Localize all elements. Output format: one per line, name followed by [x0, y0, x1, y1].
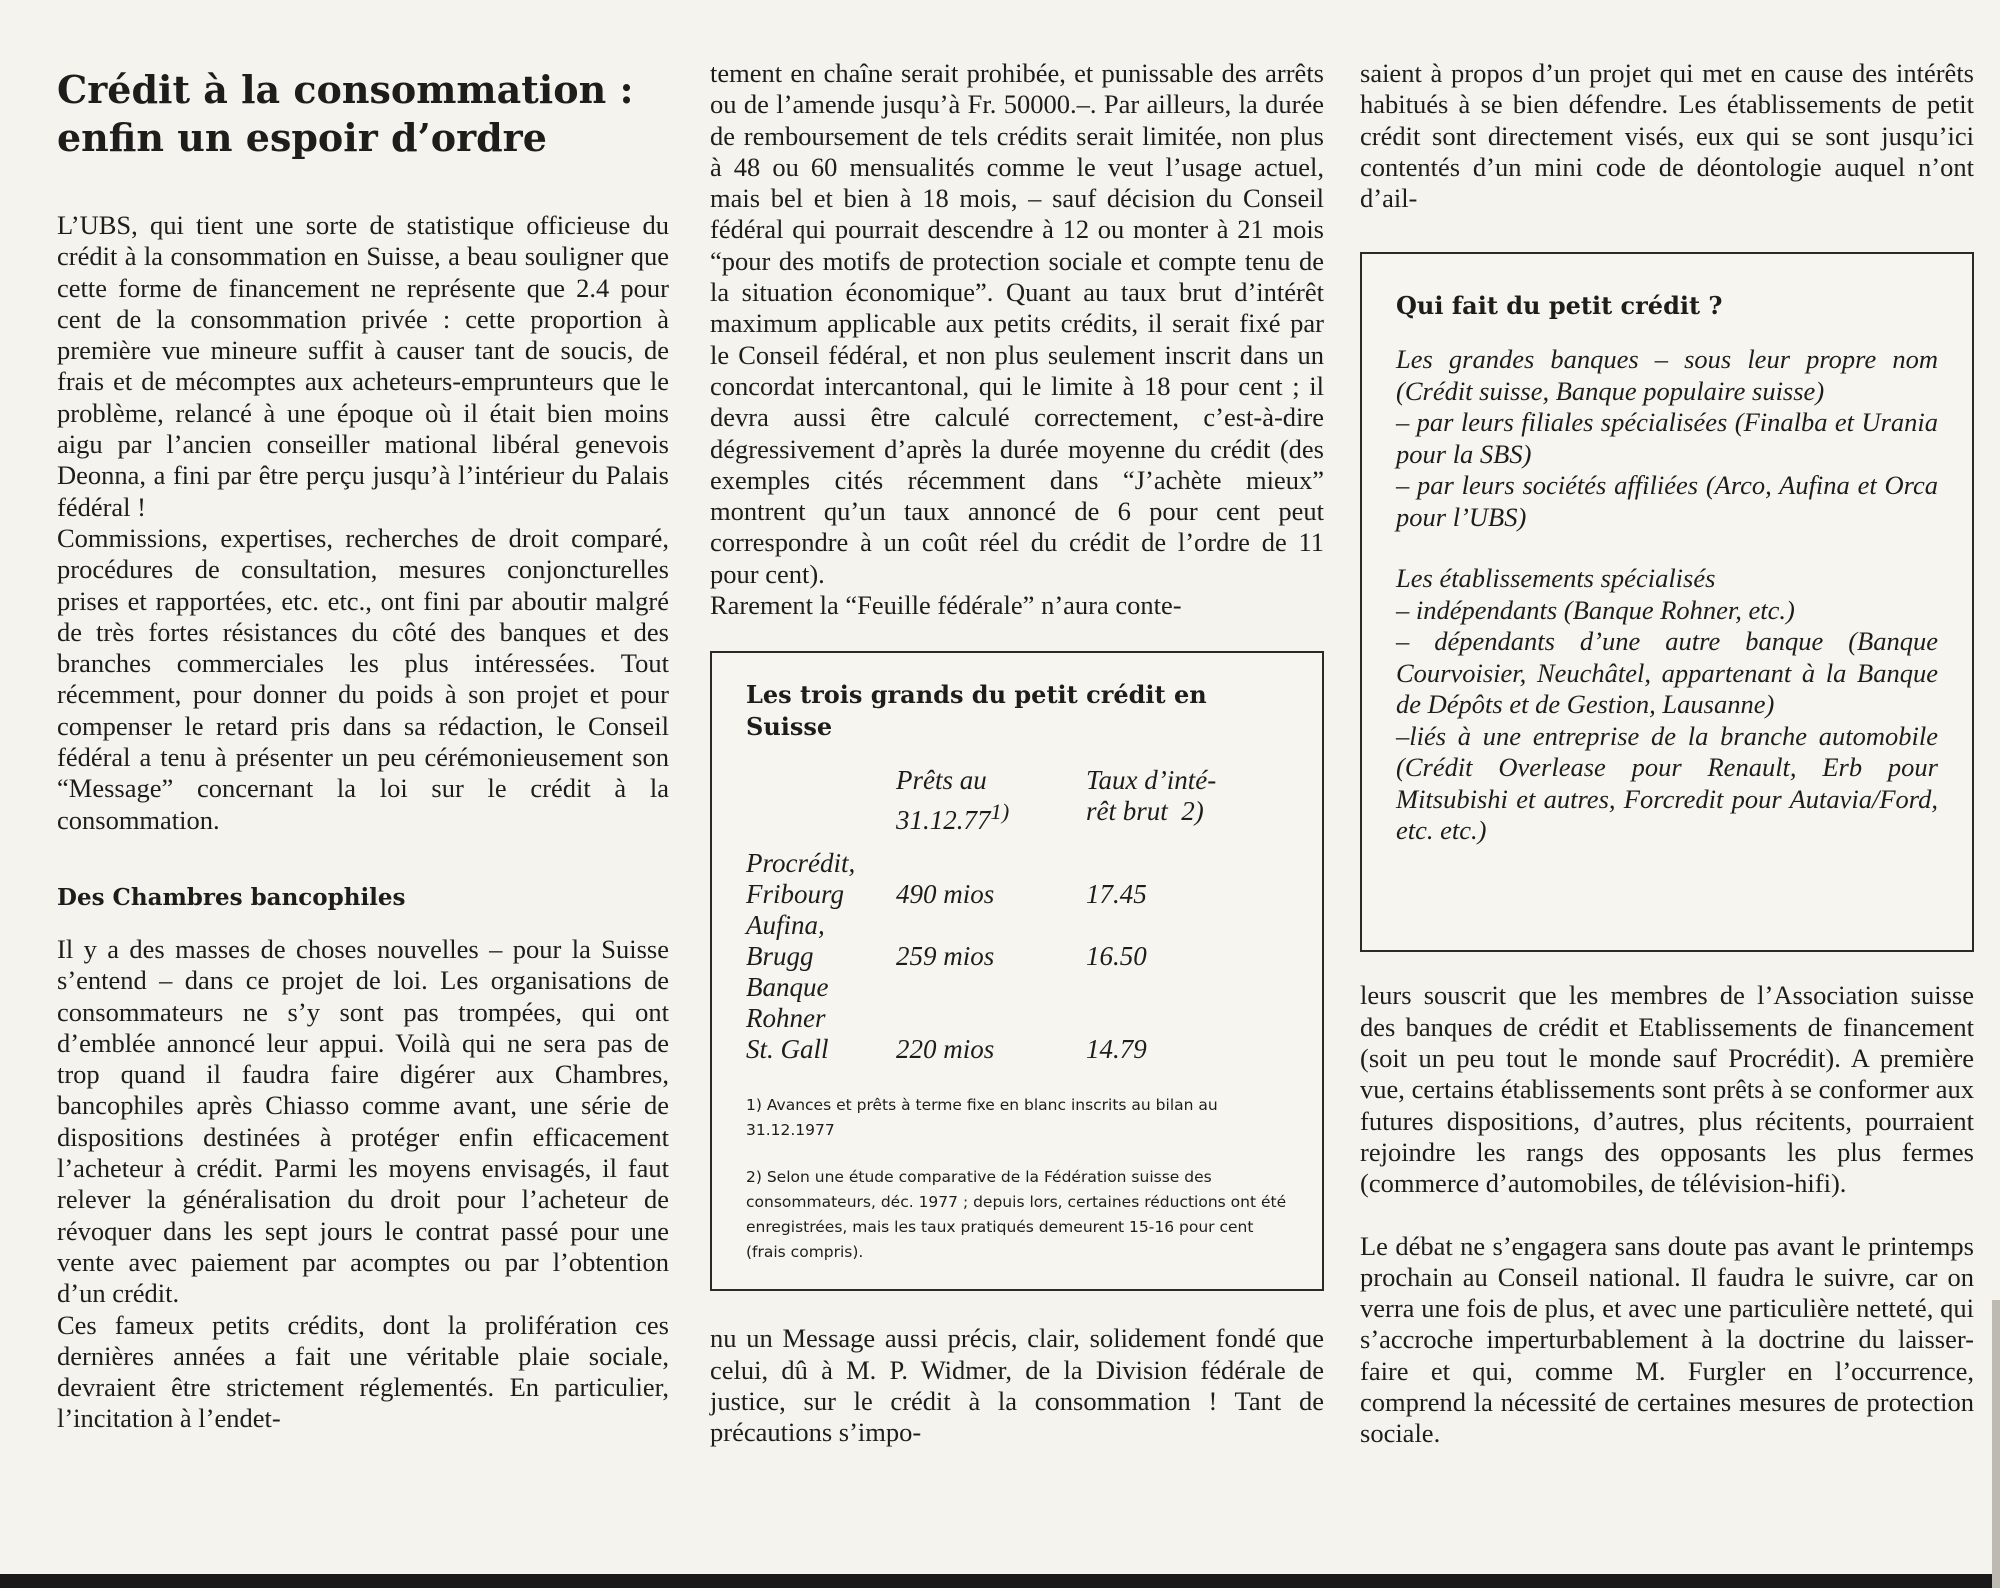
table-header-loans: [896, 765, 1086, 848]
lender-name: Banque Rohner St. Gall: [746, 972, 829, 1065]
lenders-table: [746, 765, 1246, 1065]
info-box: [1360, 252, 1974, 952]
lender-name: Procrédit, Fribourg: [746, 848, 856, 910]
paragraph: Le débat ne s’engagera sans doute pas avant le printemps prochain au Conseil national. Il faudra le suivre, car on verra une fois de plus, et avec une particulière netteté, qui s’accroche imperturbablement à la doctrine du laisser-faire et qui, comme M. Furgler en l’occurrence, comprend la nécessité de certaines mesures de protection sociale.: [1360, 1230, 1974, 1449]
article-title: [57, 66, 669, 162]
loan-amount: 220 mios: [896, 1034, 995, 1065]
info-line: – dépendants d’une autre banque (Banque Courvoisier, Neuchâtel, appartenant à la Banque de Dépôts et de Gestion, Lausanne): [1396, 626, 1938, 720]
spacer: [1396, 533, 1938, 563]
title-line-1: Crédit à la consommation :: [57, 67, 634, 112]
info-line: – par leurs sociétés affiliées (Arco, Aufina et Orca pour l’UBS): [1396, 470, 1938, 532]
table-row: [746, 848, 1246, 910]
column-3: [1360, 58, 1974, 1450]
paragraph: tement en chaîne serait prohibée, et punissable des arrêts ou de l’amende jusqu’à Fr. 50000.–. Par ailleurs, la durée de remboursement de tels crédits serait limitée, non plus à 48 ou 60 mensualités comme le veut l’usage actuel, mais bel et bien à 18 mois, – sauf décision du Conseil fédéral qui pourrait descendre à 12 ou monter à 21 mois “pour des motifs de protection sociale et compte tenu de la situation économique”. Quant au taux brut d’intérêt maximum applicable aux petits crédits, il serait fixé par le Conseil fédéral, et non plus seulement inscrit dans un concordat intercantonal, qui le limite à 18 pour cent ; il devra aussi être calculé correctement, c’est-à-dire dégressivement d’après la durée moyenne du crédit (des exemples cités récemment dans “J’achète mieux” montrent qu’un taux annoncé de 6 pour cent peut correspondre à un coût réel du crédit de l’ordre de 11 pour cent).: [710, 58, 1324, 589]
table-row: [746, 972, 1246, 1065]
info-box-title: Qui fait du petit crédit ?: [1396, 291, 1723, 321]
subheading: Des Chambres bancophiles: [57, 883, 406, 911]
paragraph: Commissions, expertises, recherches de droit comparé, procédures de consultation, mesures conjoncturelles prises et rapportées, etc. etc., ont fini par aboutir malgré de très fortes résistances du côté des banques et des branches commerciales les plus intéressées. Tout récemment, pour donner du poids à son projet et pour compenser le retard pris dans sa rédaction, le Conseil fédéral a tenu à présenter un peu cérémonieusement son “Message” concernant la loi sur le crédit à la consommation.: [57, 522, 669, 835]
table-header-rate: [1086, 765, 1246, 848]
paragraph: Ces fameux petits crédits, dont la prolifération ces dernières années a fait une véritable plaie sociale, devraient être strictement réglementés. En particulier, l’incitation à l’endet-: [57, 1309, 669, 1434]
footnote-ref: 1): [990, 799, 1010, 825]
info-line: Les grandes banques – sous leur propre nom (Crédit suisse, Banque populaire suisse): [1396, 344, 1938, 406]
paragraph: saient à propos d’un projet qui met en cause des intérêts habitués à se bien défendre. Les établissements de petit crédit sont directement visés, eux qui se sont jusqu’ici contentés d’un mini code de déontologie auquel n’ont d’ail-: [1360, 58, 1974, 214]
table-title: Les trois grands du petit crédit en Suisse: [746, 680, 1207, 742]
header-loans-line2: 31.12.77: [896, 805, 991, 836]
paragraph: Il y a des masses de choses nouvelles – pour la Suisse s’entend – dans ce projet de loi. Les organisations de consommateurs ne s’y sont pas trompées, qui ont d’emblée annoncé leur appui. Voilà qui ne sera pas de trop quand il faudra faire digérer aux Chambres, bancophiles après Chiasso comme avant, une série de dispositions destinées à protéger enfin efficacement l’acheteur à crédit. Parmi les moyens envisagés, il faut relever la généralisation du droit pour l’acheteur de révoquer dans les sept jours le contrat passé pour une vente avec paiement par acomptes ou par l’obtention d’un crédit.: [57, 933, 669, 1309]
header-loans-line1: Prêts au: [896, 765, 987, 796]
footnote-2: 2) Selon une étude comparative de la Fédération suisse des consommateurs, déc. 1977 ; depuis lors, certaines réductions ont été enregistrées, mais les taux pratiqués demeurent 15-16 pour cent (frais compris).: [746, 1168, 1287, 1262]
lender-name: Aufina, Brugg: [746, 910, 825, 972]
paragraph: nu un Message aussi précis, clair, solidement fondé que celui, dû à M. P. Widmer, de la Division fédérale de justice, sur le crédit à la consommation ! Tant de précautions s’impo-: [710, 1323, 1324, 1448]
paragraph: Rarement la “Feuille fédérale” n’aura conte-: [710, 590, 1182, 621]
column-1: [57, 58, 669, 1435]
page-bottom-edge: [0, 1574, 2000, 1588]
spacer: [1360, 1200, 1974, 1231]
loan-amount: 259 mios: [896, 941, 995, 972]
title-line-2: enfin un espoir d’ordre: [57, 115, 547, 160]
info-line: –liés à une entreprise de la branche automobile (Crédit Overlease pour Renault, Erb pour Mitsubishi et autres, Forcredit pour Autavia/Ford, etc. etc.): [1396, 720, 1938, 846]
header-rate-line2: rêt brut: [1086, 796, 1168, 827]
loan-amount: 490 mios: [896, 879, 995, 910]
interest-rate: 16.50: [1086, 941, 1147, 972]
info-line: Les établissements spécialisés: [1396, 563, 1716, 594]
info-line: – indépendants (Banque Rohner, etc.): [1396, 594, 1795, 625]
paragraph: leurs souscrit que les membres de l’Association suisse des banques de crédit et Etablissements de financement (soit un peu tout le monde sauf Procrédit). A première vue, certains établissements sont prêts à se conformer aux futures dispositions, d’autres, plus récitents, pourraient rejoindre les rangs des opposants les plus fermes (commerce d’automobiles, de télévision-hifi).: [1360, 980, 1974, 1199]
paragraph: L’UBS, qui tient une sorte de statistique officieuse du crédit à la consommation en Suisse, a beau souligner que cette forme de financement ne représente que 2.4 pour cent de la consommation privée : cette proportion à première vue mineure suffit à causer tant de soucis, de frais et de mécomptes aux acheteurs-emprunteurs que le problème, relancé à une époque où il était bien moins aigu par l’ancien conseiller mational libéral genevois Deonna, a fini par être perçu jusqu’à l’intérieur du Palais fédéral !: [57, 210, 669, 522]
info-line: – par leurs filiales spécialisées (Finalba et Urania pour la SBS): [1396, 407, 1938, 469]
header-rate-line1: Taux d’inté-: [1086, 765, 1217, 796]
table-header-empty: [746, 765, 896, 848]
interest-rate: 14.79: [1086, 1034, 1147, 1065]
lenders-table-box: [710, 651, 1324, 1291]
footnote-1: 1) Avances et prêts à terme fixe en blanc inscrits au bilan au 31.12.1977: [746, 1096, 1218, 1140]
table-row: [746, 910, 1246, 972]
interest-rate: 17.45: [1086, 879, 1147, 910]
column-2: [710, 58, 1324, 1449]
footnote-ref: 2): [1181, 796, 1204, 827]
page-right-edge: [1992, 1300, 2000, 1588]
